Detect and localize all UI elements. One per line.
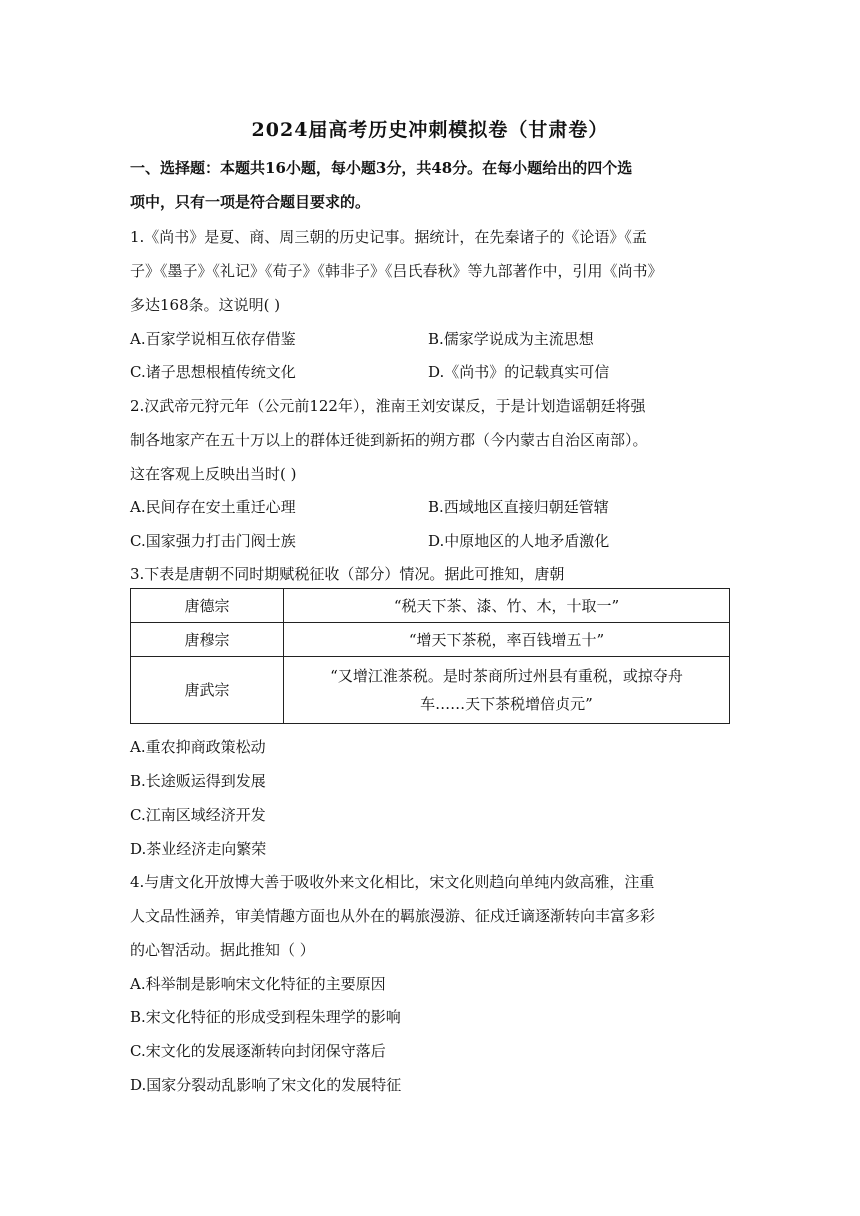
table-cell-emperor: 唐德宗 (131, 589, 284, 623)
q1-stem-line-3: 多达168条。这说明( ) (130, 296, 281, 314)
table-row (131, 657, 730, 724)
q1-stem-line-2: 子》《墨子》《礼记》《荀子》《韩非子》《吕氏春秋》等九部著作中，引用《尚书》 (130, 262, 663, 280)
table-cell-policy-line-1: “又增江淮茶税。是时茶商所过州县有重税，或掠夺舟 (330, 667, 683, 685)
q1-option-a[interactable]: A.百家学说相互依存借鉴 (130, 330, 296, 348)
q2-option-d[interactable]: D.中原地区的人地矛盾激化 (428, 532, 610, 550)
q4-option-b[interactable]: B.宋文化特征的形成受到程朱理学的影响 (130, 1008, 401, 1026)
q1-stem-line-1: 1.《尚书》是夏、商、周三朝的历史记事。据统计，在先秦诸子的《论语》《孟 (130, 228, 647, 246)
q2-option-a[interactable]: A.民间存在安土重迁心理 (130, 498, 296, 516)
section-header-line-2: 项中，只有一项是符合题目要求的。 (130, 193, 371, 211)
q4-stem-line-3: 的心智活动。据此推知（ ） (130, 941, 315, 959)
table-cell-policy (284, 657, 730, 724)
q4-option-c[interactable]: C.宋文化的发展逐渐转向封闭保守落后 (130, 1042, 386, 1060)
q2-stem-line-3: 这在客观上反映出当时( ) (130, 465, 297, 483)
table-cell-policy-line-2: 车……天下茶税增倍贞元” (420, 695, 593, 713)
q4-stem-line-1: 4.与唐文化开放博大善于吸收外来文化相比，宋文化则趋向单纯内敛高雅，注重 (130, 873, 655, 891)
table-row (131, 623, 730, 657)
q2-stem-line-2: 制各地家产在五十万以上的群体迁徙到新拓的朔方郡（今内蒙古自治区南部）。 (130, 431, 648, 449)
q3-option-d[interactable]: D.茶业经济走向繁荣 (130, 840, 267, 858)
table-cell-emperor: 唐武宗 (131, 657, 284, 724)
q4-option-a[interactable]: A.科举制是影响宋文化特征的主要原因 (130, 975, 386, 993)
q1-option-b[interactable]: B.儒家学说成为主流思想 (428, 330, 594, 348)
q1-option-c[interactable]: C.诸子思想根植传统文化 (130, 363, 296, 381)
tax-table (130, 588, 730, 724)
table-row (131, 589, 730, 623)
q2-option-c[interactable]: C.国家强力打击门阀士族 (130, 532, 296, 550)
page-title: 2024届高考历史冲刺模拟卷（甘肃卷） (251, 119, 609, 141)
table-cell-emperor: 唐穆宗 (131, 623, 284, 657)
q1-option-d[interactable]: D.《尚书》的记载真实可信 (428, 363, 610, 381)
q2-option-b[interactable]: B.西域地区直接归朝廷管辖 (428, 498, 609, 516)
q3-stem-line-1: 3.下表是唐朝不同时期赋税征收（部分）情况。据此可推知，唐朝 (130, 565, 565, 583)
q3-option-c[interactable]: C.江南区域经济开发 (130, 806, 266, 824)
table-cell-policy: “增天下茶税，率百钱增五十” (284, 623, 730, 657)
section-header-line-1: 一、选择题：本题共16小题，每小题3分，共48分。在每小题给出的四个选 (130, 159, 633, 177)
q3-option-b[interactable]: B.长途贩运得到发展 (130, 772, 266, 790)
q4-stem-line-2: 人文品性涵养，审美情趣方面也从外在的羁旅漫游、征戍迁谪逐渐转向丰富多彩 (130, 907, 656, 925)
q4-option-d[interactable]: D.国家分裂动乱影响了宋文化的发展特征 (130, 1076, 402, 1094)
q2-stem-line-1: 2.汉武帝元狩元年（公元前122年），淮南王刘安谋反，于是计划造谣朝廷将强 (130, 397, 646, 415)
q3-option-a[interactable]: A.重农抑商政策松动 (130, 738, 266, 756)
table-cell-policy: “税天下茶、漆、竹、木，十取一” (284, 589, 730, 623)
